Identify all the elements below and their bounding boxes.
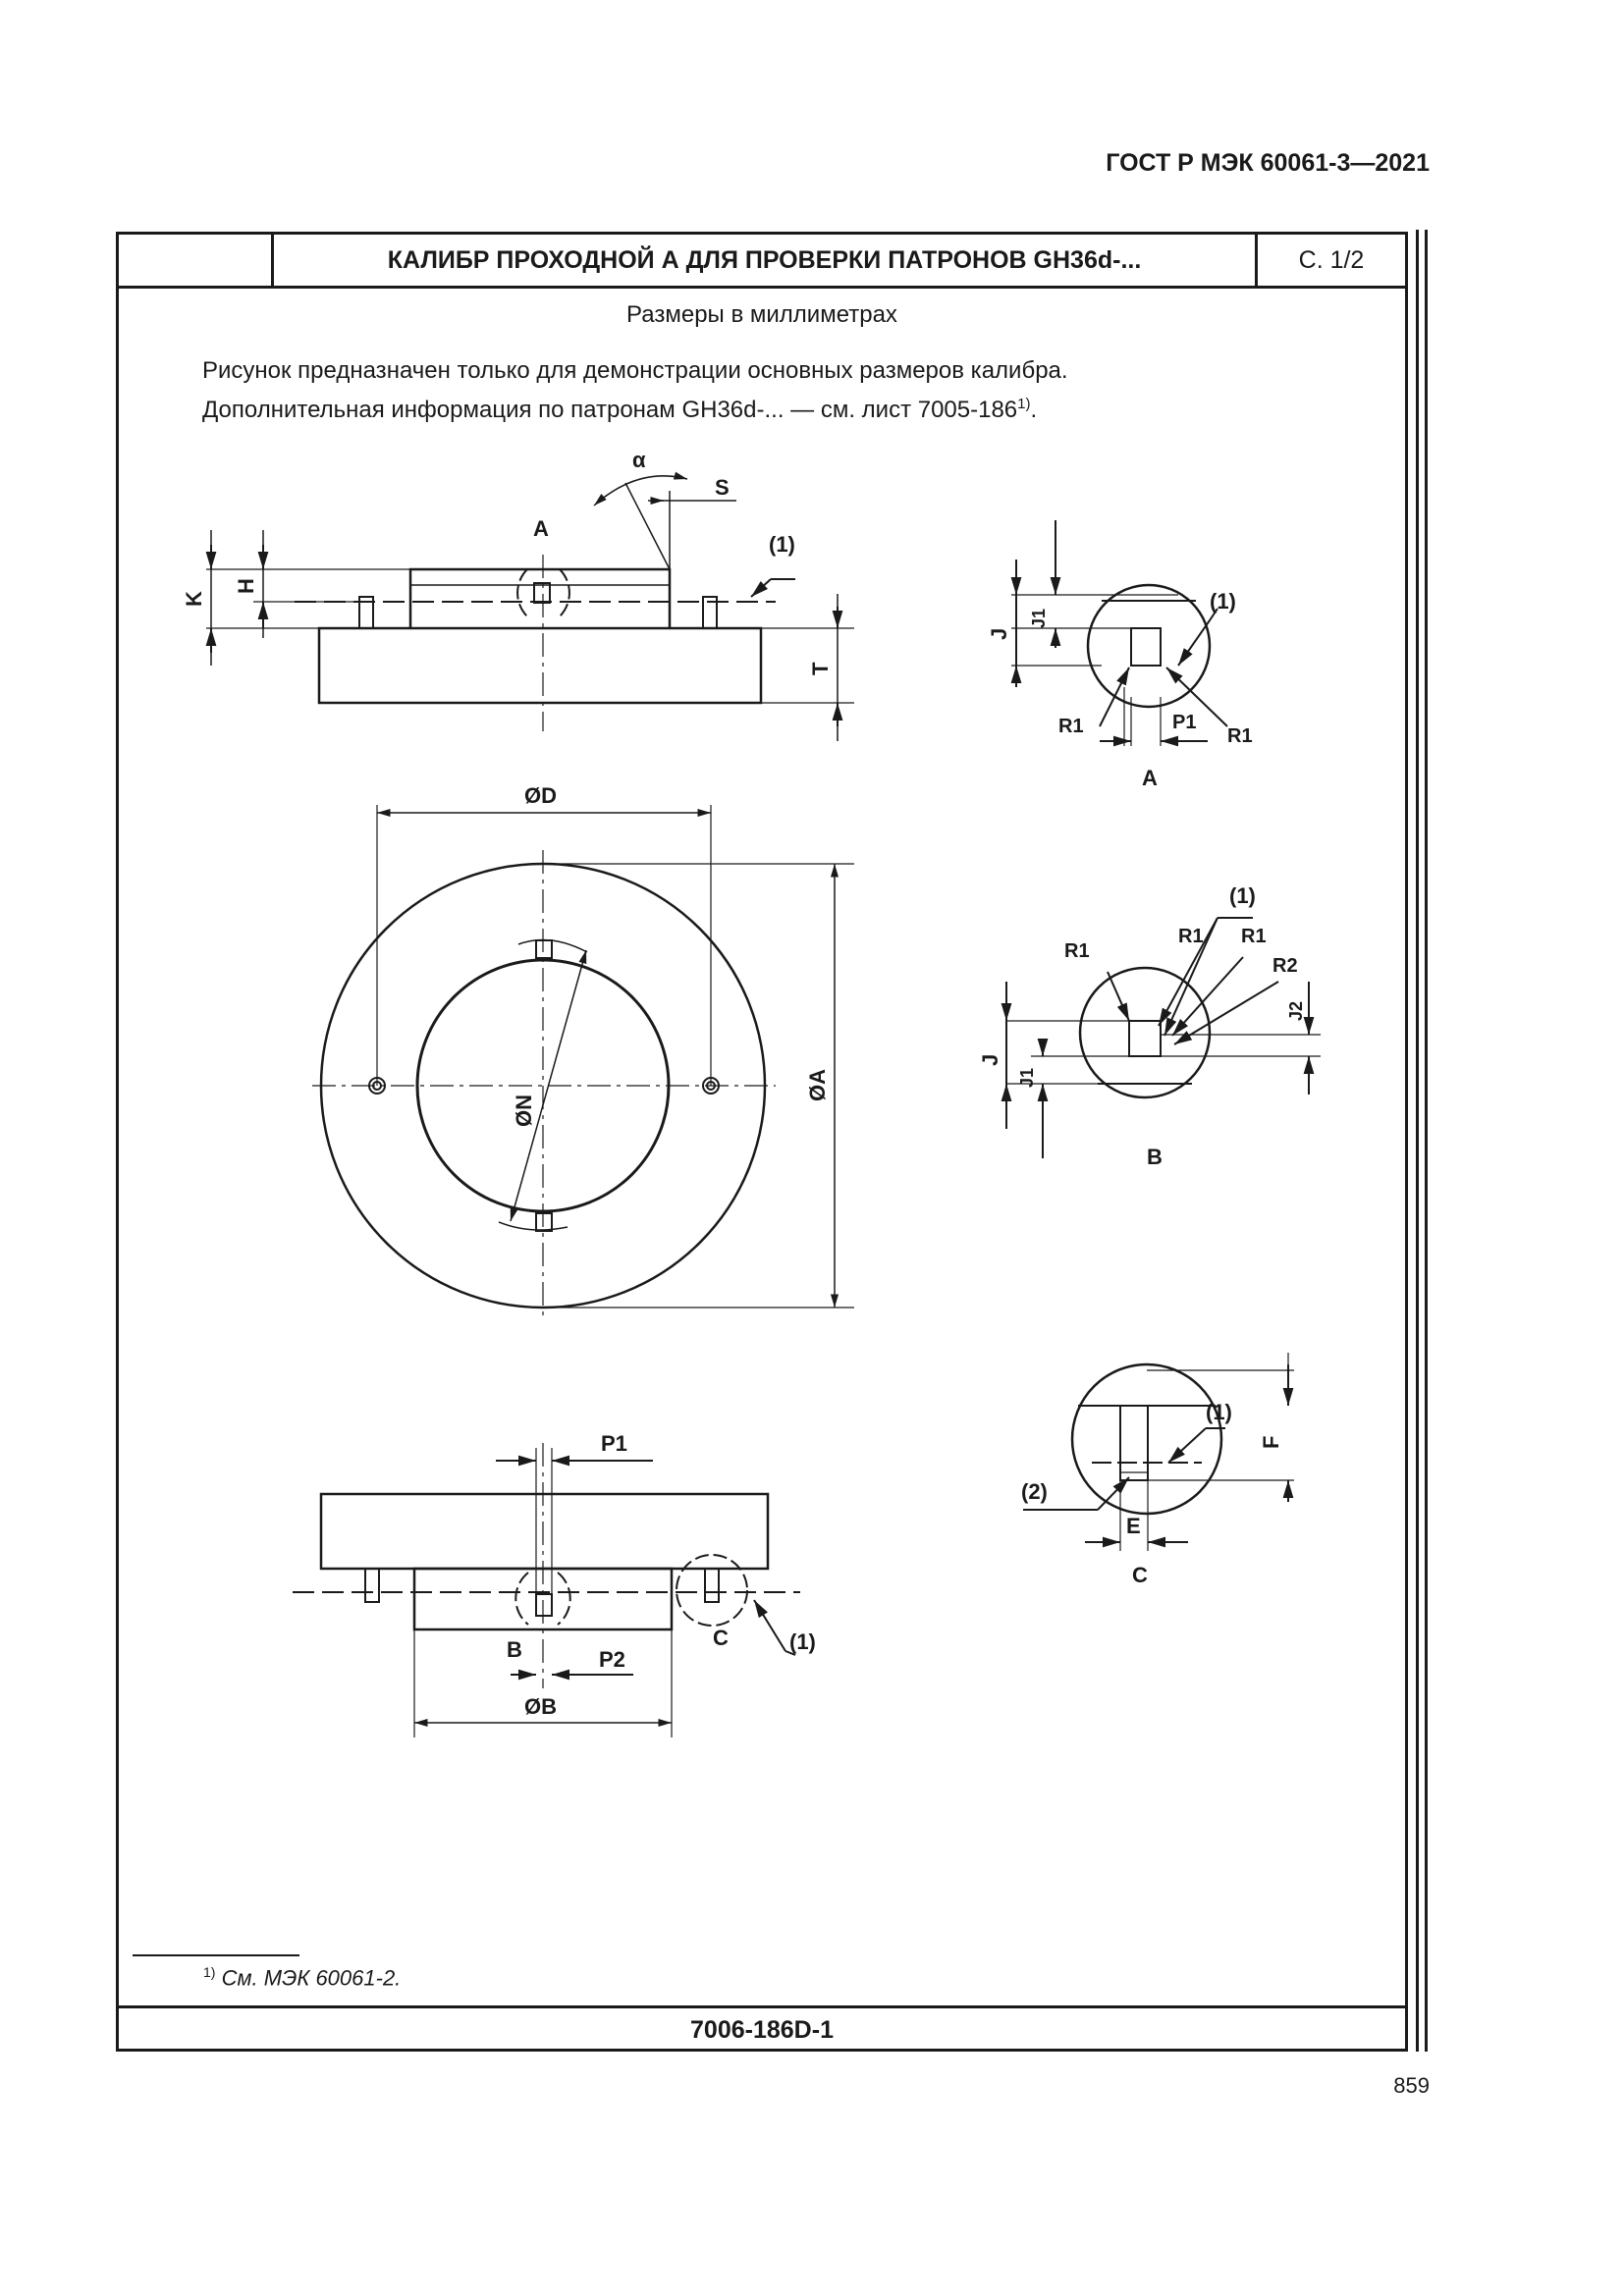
label-e-c: E <box>1126 1514 1141 1538</box>
label-k: K <box>182 591 206 607</box>
label-note2-c: (2) <box>1021 1479 1048 1504</box>
drawing-number: 7006-186D-1 <box>119 2005 1405 2052</box>
label-r1-a-right: R1 <box>1227 725 1253 747</box>
sheet-number: С. 1/2 <box>1298 246 1365 274</box>
label-p2-bottom: P2 <box>599 1647 625 1672</box>
label-diam-d: ØD <box>524 783 557 808</box>
note-line-2: Дополнительная информация по патронам GH36d-... — см. лист 7005-186$^{1)}$. <box>202 396 1038 423</box>
label-note1-bottom: (1) <box>789 1629 816 1654</box>
label-diam-n: ØN <box>512 1095 536 1127</box>
footnote: $^{1)}$ См. МЭК 60061-2. <box>203 1964 402 1991</box>
label-r1-b-mid: R1 <box>1178 926 1204 947</box>
label-j-a: J <box>987 627 1011 640</box>
label-r1-b-left: R1 <box>1064 940 1090 962</box>
label-note1-side: (1) <box>769 532 795 557</box>
label-detail-a: A <box>1142 766 1158 790</box>
label-detail-c: C <box>1132 1563 1148 1587</box>
label-alpha: α <box>632 448 646 472</box>
label-diam-a: ØA <box>805 1069 830 1101</box>
label-note1-a: (1) <box>1210 589 1236 614</box>
label-j-b: J <box>978 1053 1002 1066</box>
detail-c <box>1023 1353 1294 1551</box>
label-r1-b-right: R1 <box>1241 926 1267 947</box>
label-j1-a: J1 <box>1029 608 1049 628</box>
label-note1-b: (1) <box>1229 883 1256 908</box>
standard-code: ГОСТ Р МЭК 60061-3—2021 <box>1106 149 1430 177</box>
label-note1-c: (1) <box>1206 1400 1232 1424</box>
label-j2-b: J2 <box>1286 1000 1306 1021</box>
page-number: 859 <box>1393 2073 1430 2098</box>
label-c-bottom: C <box>713 1626 729 1650</box>
label-detail-b: B <box>1147 1145 1163 1169</box>
label-p1-bottom: P1 <box>601 1431 627 1456</box>
label-h: H <box>234 578 258 594</box>
label-a-side: A <box>533 516 549 541</box>
note-line-1: Рисунок предназначен только для демонстрации основных размеров калибра. <box>202 357 1068 384</box>
units-note: Размеры в миллиметрах <box>626 301 897 328</box>
label-f-c: F <box>1259 1435 1283 1449</box>
detail-b <box>1006 918 1321 1158</box>
label-p1-a: P1 <box>1172 712 1197 733</box>
top-view <box>312 805 854 1320</box>
label-r2-b: R2 <box>1272 955 1298 977</box>
label-j1-b: J1 <box>1017 1067 1037 1088</box>
label-t: T <box>808 662 833 675</box>
label-s: S <box>715 475 730 500</box>
side-view <box>206 476 854 741</box>
sheet-title: КАЛИБР ПРОХОДНОЙ А ДЛЯ ПРОВЕРКИ ПАТРОНОВ GH36d-... <box>387 246 1142 274</box>
label-b-bottom: B <box>507 1637 522 1662</box>
label-r1-a-left: R1 <box>1058 716 1084 737</box>
section-view <box>293 1443 800 1737</box>
label-diam-b: ØB <box>524 1694 557 1719</box>
footnote-ref: 1) <box>1017 396 1031 412</box>
